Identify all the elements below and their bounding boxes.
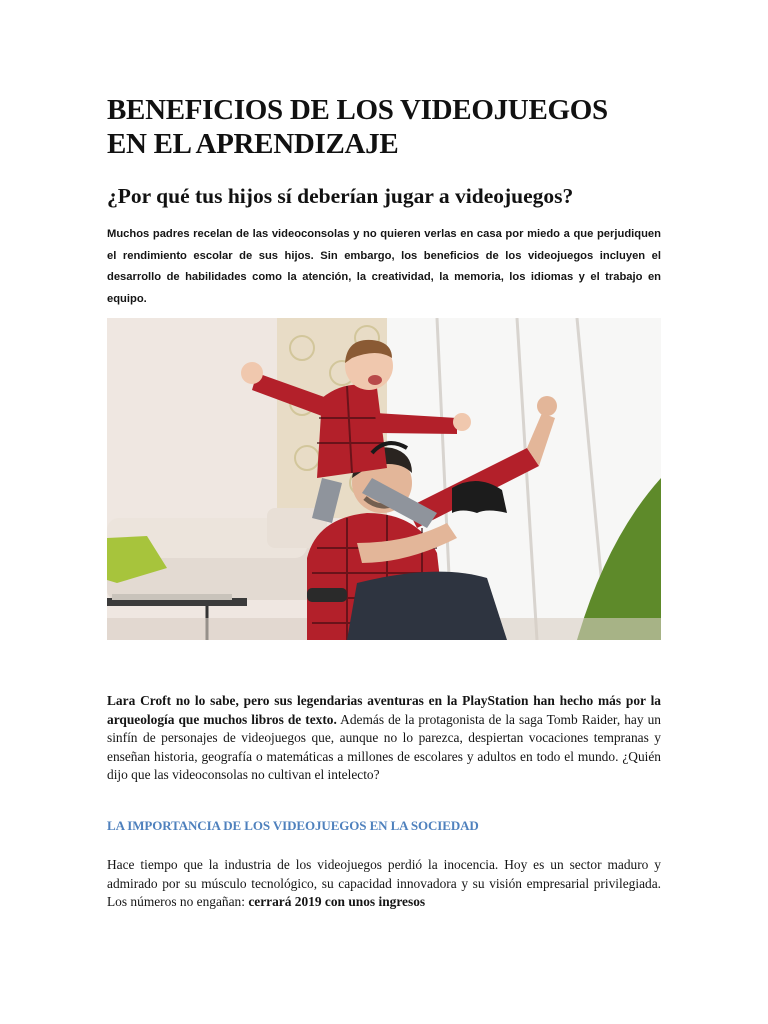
paragraph-lara-croft-rest: Además de la protagonista de la saga Tomb Raider, hay un sinfín de personajes de videojuegos que, aunque no lo parezca, despiertan vocaciones tempranas y enseñan historia, geografía o matemáticas a millones de escolares y adultos en todo el mundo. ¿Quién dijo que las videoconsolas no cultivan el intelecto?	[107, 711, 661, 783]
article-subtitle: ¿Por qué tus hijos sí deberían jugar a videojuegos?	[107, 184, 574, 208]
article-photo	[107, 318, 661, 640]
title-line-1: BENEFICIOS DE LOS VIDEOJUEGOS	[107, 94, 608, 126]
photo-illustration	[107, 318, 661, 640]
article-title	[107, 93, 667, 161]
paragraph-industry-text: Hace tiempo que la industria de los videojuegos perdió la inocencia. Hoy es un sector maduro y admirado por su músculo tecnológico, su capacidad innovadora y su visión empresarial privilegiada. Los números no engañan:	[107, 857, 661, 910]
paragraph-lara-croft-bold: Lara Croft no lo sabe, pero sus legendarias aventuras en la PlayStation han hecho más por la arqueología que muchos libros de texto.	[107, 693, 661, 727]
paragraph-lara-croft	[107, 692, 661, 785]
section-heading: LA IMPORTANCIA DE LOS VIDEOJUEGOS EN LA SOCIEDAD	[107, 818, 479, 833]
paragraph-industry-bold: cerrará 2019 con unos ingresos	[248, 894, 426, 910]
intro-paragraph: Muchos padres recelan de las videoconsolas y no quieren verlas en casa por miedo a que perjudiquen el rendimiento escolar de sus hijos. Sin embargo, los beneficios de los videojuegos incluyen el desarrollo de habilidades como la atención, la creatividad, la memoria, los idiomas y el trabajo en equipo.	[107, 228, 661, 305]
title-line-2: EN EL APRENDIZAJE	[107, 128, 399, 160]
paragraph-industry	[107, 856, 661, 912]
